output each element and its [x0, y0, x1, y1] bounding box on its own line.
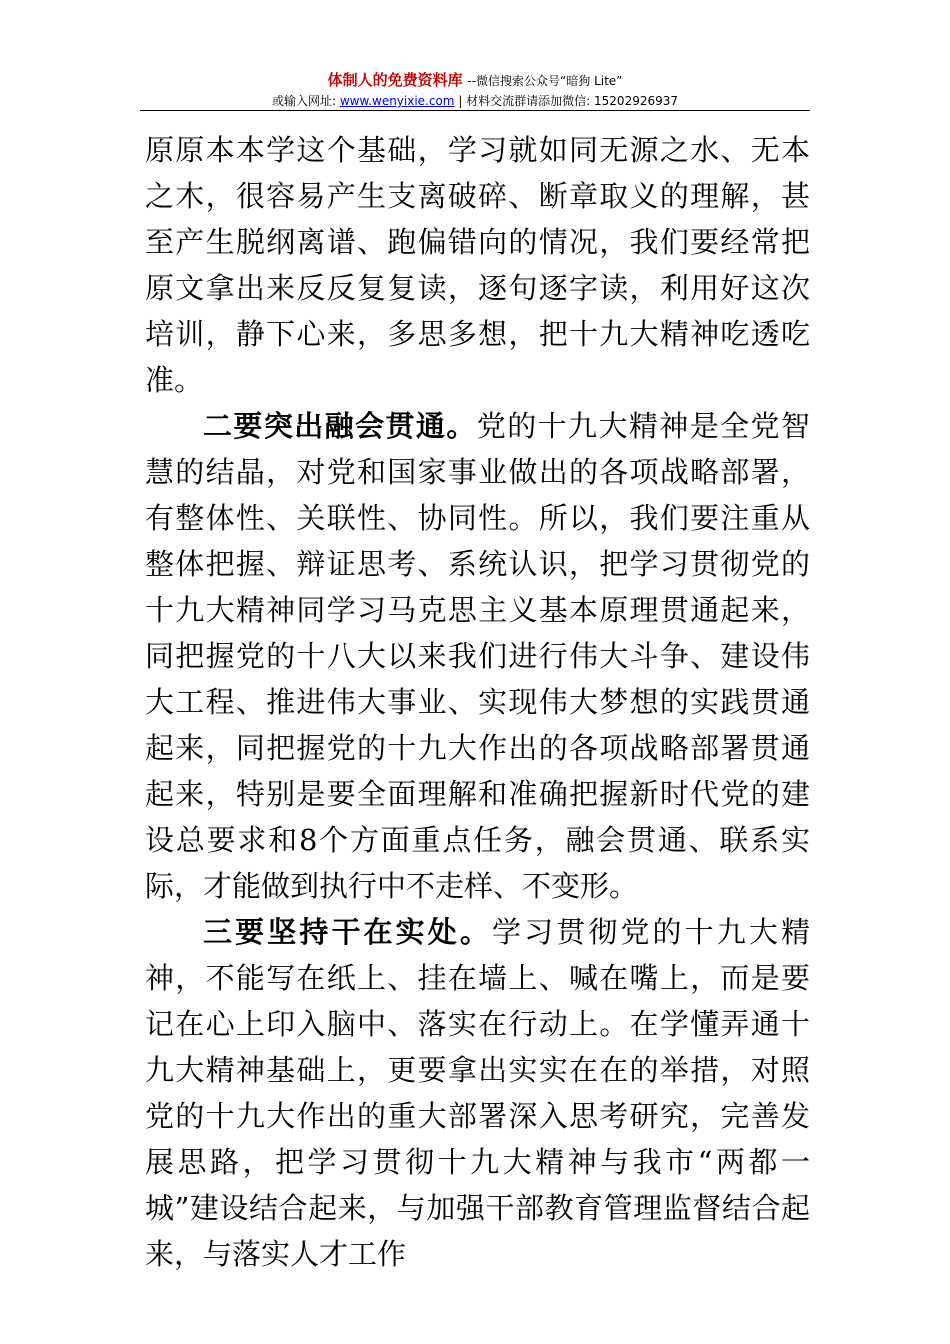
page-header	[140, 70, 810, 110]
header-brand: 体制人的免费资料库	[327, 71, 463, 89]
paragraph-continuation	[145, 127, 810, 403]
header-title-line	[140, 70, 810, 91]
paragraph-integration	[145, 403, 810, 909]
paragraph-lead: 三要坚持干在实处。	[203, 915, 492, 949]
paragraph-practice	[145, 909, 810, 1277]
header-divider	[140, 110, 810, 111]
paragraph-text: 学习贯彻党的十九大精神，不能写在纸上、挂在墙上、喊在嘴上，而是要记在心上印入脑中、落实在行动上。在学懂弄通十九大精神基础上，更要拿出实实在在的举措，对照党的十九大作出的重大部署深入思考研究，完善发展思路，把学习贯彻十九大精神与我市“两都一城”建设结合起来，与加强干部教育管理监督结合起来，与落实人才工作	[145, 915, 810, 1271]
header-url-prefix: 或输入网址:	[271, 94, 340, 108]
header-subtitle: --微信搜索公众号“暗狗 Lite”	[467, 74, 623, 88]
paragraph-text: 原原本本学这个基础，学习就如同无源之水、无本之木，很容易产生支离破碎、断章取义的理解，甚至产生脱纲离谱、跑偏错向的情况，我们要经常把原文拿出来反反复复读，逐句逐字读，利用好这次培训，静下心来，多思多想，把十九大精神吃透吃准。	[145, 133, 810, 397]
paragraph-lead: 二要突出融会贯通。	[203, 409, 477, 443]
document-body	[145, 127, 810, 1277]
header-contact: | 材料交流群请添加微信: 15202926937	[454, 94, 679, 108]
paragraph-text: 党的十九大精神是全党智慧的结晶，对党和国家事业做出的各项战略部署，有整体性、关联性、协同性。所以，我们要注重从整体把握、辩证思考、系统认识，把学习贯彻党的十九大精神同学习马克思主义基本原理贯通起来，同把握党的十八大以来我们进行伟大斗争、建设伟大工程、推进伟大事业、实现伟大梦想的实践贯通起来，同把握党的十九大作出的各项战略部署贯通起来，特别是要全面理解和准确把握新时代党的建设总要求和8个方面重点任务，融会贯通、联系实际，才能做到执行中不走样、不变形。	[145, 409, 810, 903]
header-contact-line	[140, 92, 810, 110]
header-url-link[interactable]: www.wenyixie.com	[339, 94, 455, 108]
